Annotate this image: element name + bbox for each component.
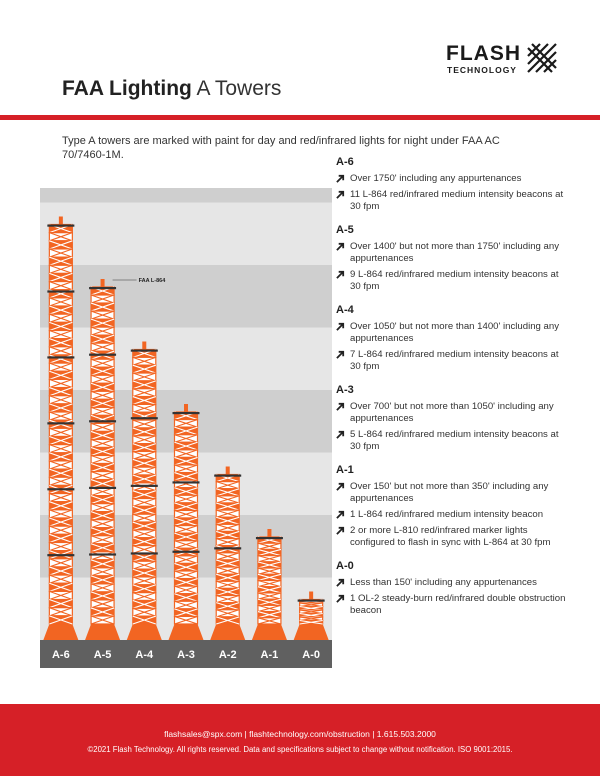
arrow-icon bbox=[336, 270, 345, 279]
top-mast bbox=[101, 279, 105, 287]
section-a-4 bbox=[336, 304, 571, 373]
bullet-item bbox=[336, 401, 571, 425]
section-a-0 bbox=[336, 560, 571, 617]
section-heading: A-4 bbox=[336, 304, 354, 316]
arrow-icon bbox=[336, 578, 345, 587]
top-mast bbox=[59, 217, 63, 225]
bullet-item bbox=[336, 593, 571, 617]
bullet-text: Over 700' but not more than 1050' including any appurtenances bbox=[350, 401, 554, 424]
section-a-3 bbox=[336, 384, 571, 453]
beacon-platform bbox=[214, 475, 241, 477]
flash-stripes-icon bbox=[526, 42, 558, 74]
beacon-platform bbox=[131, 552, 158, 554]
arrow-icon bbox=[336, 526, 345, 535]
beacon-platform bbox=[89, 553, 116, 555]
top-mast bbox=[309, 592, 313, 600]
beacon-platform bbox=[89, 287, 116, 289]
tower-base bbox=[210, 624, 245, 640]
bullet-item bbox=[336, 241, 571, 265]
beacon-platform bbox=[47, 356, 74, 358]
tower-illustration bbox=[40, 188, 332, 668]
footer bbox=[0, 704, 600, 776]
footer-copyright: ©2021 Flash Technology. All rights reserved. Data and specifications subject to change without notification. ISO 9001:2015. bbox=[87, 745, 513, 754]
bullet-item bbox=[336, 349, 571, 373]
bullet-text: Over 1050' but not more than 1400' including any appurtenances bbox=[350, 321, 560, 344]
section-heading: A-0 bbox=[336, 560, 354, 572]
section-heading: A-3 bbox=[336, 384, 354, 396]
beacon-platform bbox=[89, 420, 116, 422]
bullet-item bbox=[336, 269, 571, 293]
bullet-item bbox=[336, 509, 571, 521]
beacon-platform bbox=[173, 551, 200, 553]
beacon-platform bbox=[131, 417, 158, 419]
flash-technology-logo bbox=[446, 42, 562, 76]
beacon-platform bbox=[47, 290, 74, 292]
tower-label: A-1 bbox=[260, 649, 279, 661]
intro-text: Type A towers are marked with paint for day and red/infrared lights for night under FAA AC 70/7460-1M. bbox=[62, 135, 500, 161]
top-mast bbox=[267, 529, 271, 537]
tower-descriptions bbox=[336, 156, 571, 628]
bullet-text: Over 1400' but not more than 1750' including any appurtenances bbox=[350, 241, 560, 264]
arrow-icon bbox=[336, 174, 345, 183]
logo-subtitle: TECHNOLOGY bbox=[447, 65, 517, 75]
height-band bbox=[40, 203, 332, 266]
tower-label: A-4 bbox=[135, 649, 154, 661]
section-heading: A-5 bbox=[336, 224, 354, 236]
beacon-platform bbox=[173, 412, 200, 414]
arrow-icon bbox=[336, 242, 345, 251]
beacon-platform bbox=[47, 488, 74, 490]
bullet-text: Over 1750' including any appurtenances bbox=[350, 173, 522, 184]
arrow-icon bbox=[336, 594, 345, 603]
section-heading: A-1 bbox=[336, 464, 354, 476]
arrow-icon bbox=[336, 510, 345, 519]
tower-label: A-0 bbox=[302, 649, 321, 661]
bullet-text: 2 or more L-810 red/infrared marker lights configured to flash in sync with L-864 at 30 fpm bbox=[350, 525, 551, 548]
beacon-platform bbox=[89, 354, 116, 356]
bullet-text: 11 L-864 red/infrared medium intensity beacons at 30 fpm bbox=[350, 189, 564, 212]
bullet-item bbox=[336, 429, 571, 453]
top-mast bbox=[142, 342, 146, 350]
section-a-6 bbox=[336, 156, 571, 213]
beacon-platform bbox=[298, 600, 325, 602]
height-band bbox=[40, 265, 332, 328]
arrow-icon bbox=[336, 322, 345, 331]
bullet-item bbox=[336, 525, 571, 549]
tower-label: A-5 bbox=[93, 649, 112, 661]
arrow-icon bbox=[336, 402, 345, 411]
height-band bbox=[40, 328, 332, 391]
arrow-icon bbox=[336, 350, 345, 359]
beacon-platform bbox=[131, 350, 158, 352]
height-band bbox=[40, 188, 332, 203]
bullet-text: Less than 150' including any appurtenances bbox=[350, 577, 537, 588]
header-divider bbox=[0, 115, 600, 120]
beacon-platform bbox=[214, 547, 241, 549]
beacon-platform bbox=[89, 487, 116, 489]
bullet-text: 5 L-864 red/infrared medium intensity beacons at 30 fpm bbox=[350, 429, 559, 452]
bullet-item bbox=[336, 577, 571, 589]
tower-base bbox=[252, 624, 287, 640]
bullet-text: 7 L-864 red/infrared medium intensity beacons at 30 fpm bbox=[350, 349, 559, 372]
beacon-platform bbox=[47, 554, 74, 556]
bullet-text: 9 L-864 red/infrared medium intensity beacons at 30 fpm bbox=[350, 269, 559, 292]
beacon-platform bbox=[256, 537, 283, 539]
top-mast bbox=[184, 404, 188, 412]
section-a-1 bbox=[336, 464, 571, 549]
tower-base bbox=[169, 624, 204, 640]
tower-base bbox=[43, 624, 78, 640]
bullet-item bbox=[336, 173, 571, 185]
arrow-icon bbox=[336, 190, 345, 199]
bullet-text: Over 150' but not more than 350' including any appurtenances bbox=[350, 481, 549, 504]
section-a-5 bbox=[336, 224, 571, 293]
tower-label: A-6 bbox=[51, 649, 70, 661]
top-mast bbox=[226, 467, 230, 475]
bullet-text: 1 OL-2 steady-burn red/infrared double obstruction beacon bbox=[350, 593, 566, 616]
bullet-text: 1 L-864 red/infrared medium intensity beacon bbox=[350, 509, 544, 520]
tower-label: A-3 bbox=[177, 649, 195, 661]
section-heading: A-6 bbox=[336, 156, 354, 168]
beacon-platform bbox=[47, 225, 74, 227]
beacon-platform bbox=[131, 485, 158, 487]
logo-word: FLASH bbox=[446, 42, 521, 65]
arrow-icon bbox=[336, 430, 345, 439]
beacon-platform bbox=[173, 481, 200, 483]
title-rest: A Towers bbox=[196, 77, 282, 100]
arrow-icon bbox=[336, 482, 345, 491]
title-bold: FAA Lighting bbox=[62, 77, 192, 100]
bullet-item bbox=[336, 321, 571, 345]
bullet-item bbox=[336, 481, 571, 505]
tower-base bbox=[85, 624, 120, 640]
tower-label: A-2 bbox=[218, 649, 237, 661]
tower-base bbox=[294, 624, 329, 640]
callout-label: FAA L-864 bbox=[138, 278, 166, 284]
page-title bbox=[62, 77, 281, 101]
tower-base bbox=[127, 624, 162, 640]
bullet-item bbox=[336, 189, 571, 213]
footer-contact: flashsales@spx.com | flashtechnology.com/obstruction | 1.615.503.2000 bbox=[164, 729, 436, 739]
beacon-platform bbox=[47, 422, 74, 424]
